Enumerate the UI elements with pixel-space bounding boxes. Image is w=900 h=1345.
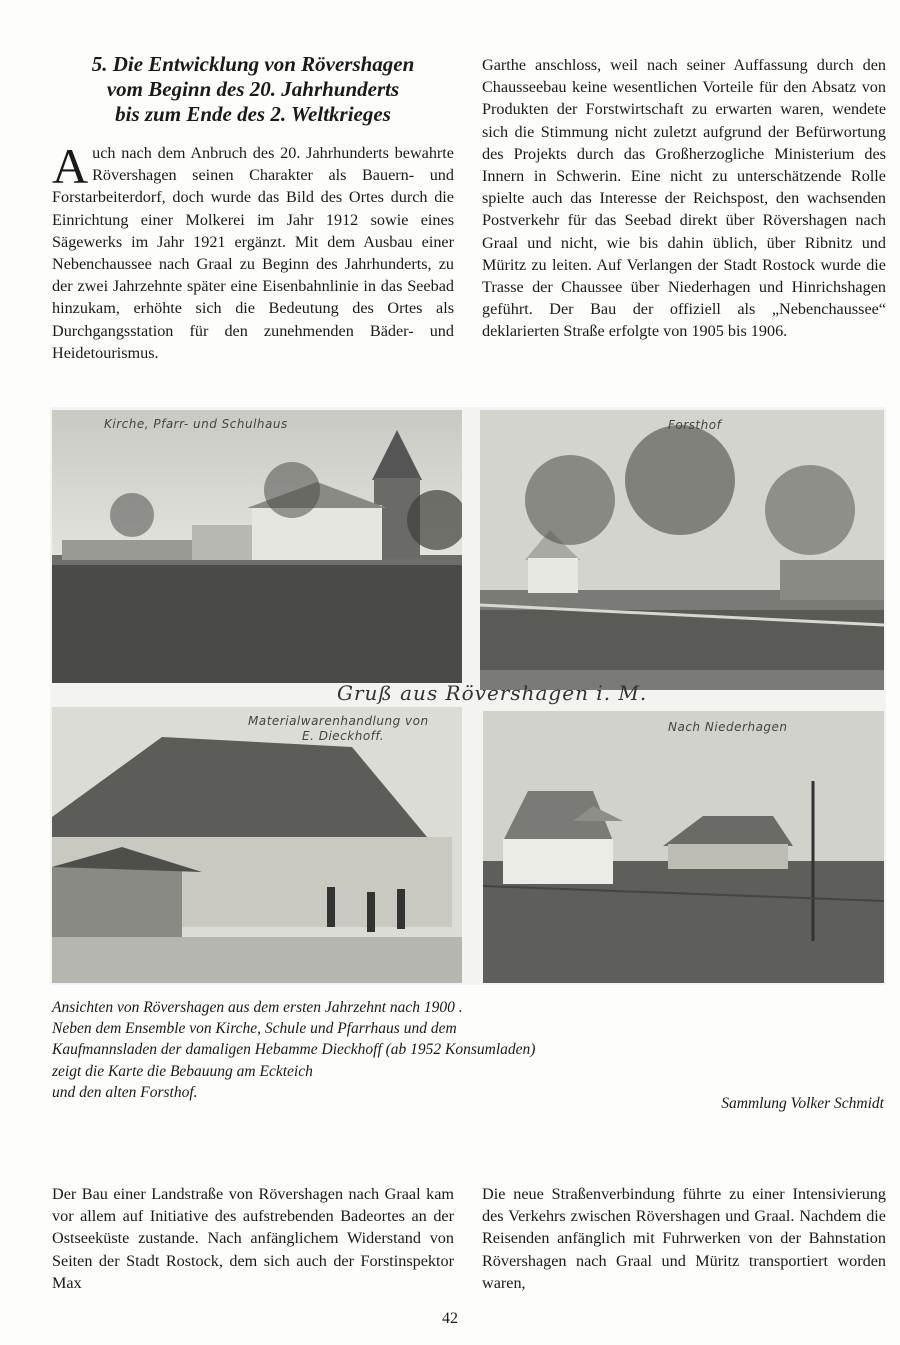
heading-line: vom Beginn des 20. Jahrhunderts bbox=[106, 77, 400, 101]
caption-line: zeigt die Karte die Bebauung am Eckteich bbox=[52, 1062, 313, 1080]
niederhagen-photo-image bbox=[483, 711, 884, 983]
bottom-left-paragraph bbox=[52, 1183, 454, 1294]
paragraph-text: Der Bau einer Landstraße von Rövershagen nach Graal kam vor allem auf Initiative des aufstrebenden Badeortes an der Ostseeküste zustande. Nach anfänglichem Widerstand von Seiten der Stadt Rostock, dem sich auch der Forstinspektor Max bbox=[52, 1185, 454, 1292]
store-photo-image bbox=[52, 707, 462, 983]
heading-line: bis zum Ende des 2. Weltkrieges bbox=[115, 102, 391, 126]
paragraph-text: uch nach dem Anbruch des 20. Jahrhunderts bewahrte Rövershagen seinen Charakter als Bauern- und Forstarbeiterdorf, doch wurde das Bild des Ortes durch die Einrichtung einer Molkerei im Jahr 1912 sowie eines Sägewerks im Jahr 1921 ergänzt. Mit dem Ausbau einer Nebenchaussee nach Graal zu Beginn des Jahrhunderts, zu der zwei Jahrzehnte später eine Eisenbahnlinie in das Seebad hinzukam, erhöhte sich die Bedeutung des Ortes als Durchgangsstation für den zunehmenden Bäder- und Heidetourismus. bbox=[52, 144, 454, 362]
image-caption bbox=[52, 997, 892, 1103]
caption-line: Kaufmannsladen der damaligen Hebamme Dieckhoff (ab 1952 Konsumladen) bbox=[52, 1041, 536, 1059]
caption-line: Neben dem Ensemble von Kirche, Schule und Pfarrhaus und dem bbox=[52, 1020, 457, 1038]
heading-line: 5. Die Entwicklung von Rövershagen bbox=[91, 52, 415, 76]
bottom-right-paragraph bbox=[482, 1183, 886, 1294]
historic-postcard bbox=[50, 407, 886, 985]
paragraph-text: Garthe anschloss, weil nach seiner Auffassung durch den Chausseebau keine wesentlichen Vorteile für den Absatz von Produkten der Forstwirtschaft zu erwarten waren, wendete sich die Stimmung nicht zuletzt aufgrund der Befürwortung des Projekts durch das Großherzogliche Ministerium des Innern in Schwerin. Eine nicht zu unterschätzende Rolle spielte auch das Interesse der Reichspost, den wachsenden Postverkehr für das Seebad direkt über Rövershagen nach Graal und nicht, wie bis dahin üblich, über Ribnitz und Müritz zu leiten. Auf Verlangen der Stadt Rostock wurde die Trasse der Chaussee über Niederhagen und Hinrichshagen geführt. Der Bau der offiziell als „Nebenchaussee“ deklarierten Straße erfolgte von 1905 bis 1906. bbox=[482, 56, 886, 341]
image-credit: Sammlung Volker Schmidt bbox=[721, 1095, 884, 1112]
right-column-paragraph bbox=[482, 54, 886, 343]
caption-line: Ansichten von Rövershagen aus dem ersten Jahrzehnt nach 1900 . bbox=[52, 999, 463, 1016]
intro-paragraph bbox=[52, 138, 454, 364]
photo-label: Nach Niederhagen bbox=[668, 720, 788, 734]
postcard-greeting: Gruß aus Rövershagen i. M. bbox=[337, 681, 648, 705]
photo-label: E. Dieckhoff. bbox=[302, 729, 385, 743]
photo-label: Forsthof bbox=[668, 418, 722, 432]
drop-cap: A bbox=[52, 138, 89, 194]
photo-label: Materialwarenhandlung von bbox=[248, 714, 429, 728]
photo-niederhagen bbox=[483, 711, 884, 983]
forsthof-photo-image bbox=[480, 410, 884, 690]
photo-label: Kirche, Pfarr- und Schulhaus bbox=[104, 417, 288, 431]
chapter-heading bbox=[52, 52, 454, 127]
caption-line: und den alten Forsthof. bbox=[52, 1083, 198, 1101]
photo-church-school bbox=[52, 410, 462, 683]
photo-store bbox=[52, 707, 462, 983]
page-number: 42 bbox=[442, 1310, 458, 1327]
photo-forsthof bbox=[480, 410, 884, 690]
church-photo-image bbox=[52, 410, 462, 683]
paragraph-text: Die neue Straßenverbindung führte zu einer Intensivierung des Verkehrs zwischen Rövershagen und Graal. Nachdem die Reisenden anfänglich mit Fuhrwerken von der Bahnstation Rövershagen nach Graal und Müritz transportiert worden waren, bbox=[482, 1185, 886, 1292]
